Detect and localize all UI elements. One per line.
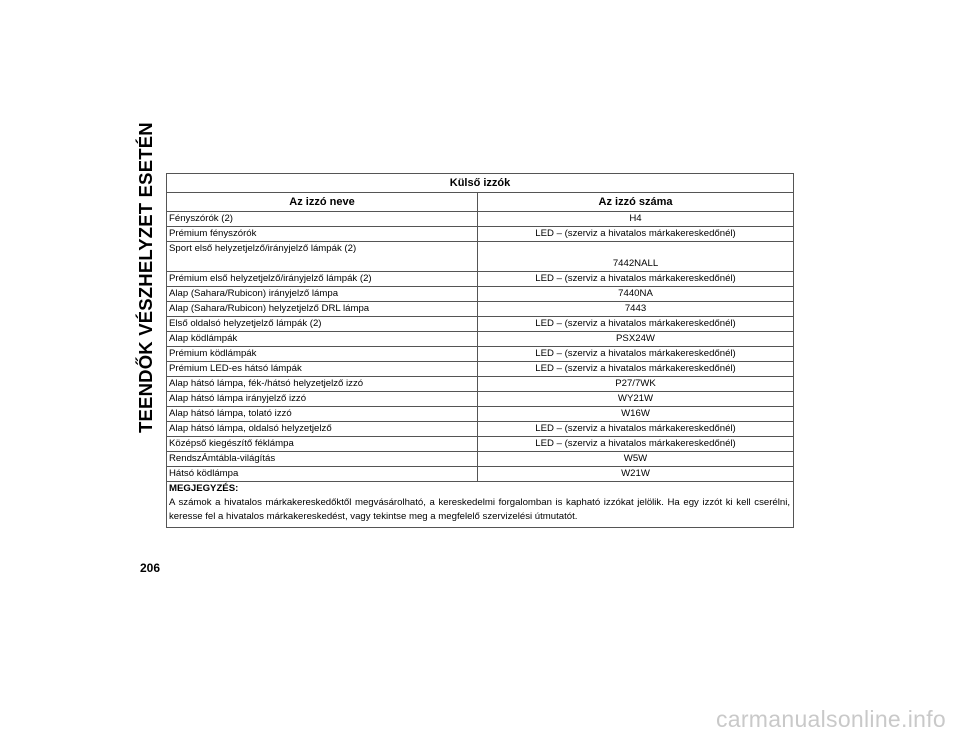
bulb-number-cell: LED – (szerviz a hivatalos márkakereskedőnél) xyxy=(478,362,794,377)
bulb-name-cell: Prémium fényszórók xyxy=(167,227,478,242)
table-row xyxy=(167,227,794,242)
table-row xyxy=(167,422,794,437)
note-row xyxy=(167,482,794,528)
section-side-title: TEENDŐK VÉSZHELYZET ESETÉN xyxy=(135,122,156,433)
table-row xyxy=(167,467,794,482)
note-title: MEGJEGYZÉS: xyxy=(169,483,239,494)
bulb-name-cell: Prémium első helyzetjelző/irányjelző lámpák (2) xyxy=(167,272,478,287)
bulb-name-cell: Első oldalsó helyzetjelző lámpák (2) xyxy=(167,317,478,332)
bulb-number-cell: H4 xyxy=(478,212,794,227)
table-row xyxy=(167,452,794,467)
table-row xyxy=(167,377,794,392)
bulb-name-cell: Prémium LED-es hátsó lámpák xyxy=(167,362,478,377)
table-row xyxy=(167,242,794,272)
table-row xyxy=(167,212,794,227)
bulb-name-cell: Alap ködlámpák xyxy=(167,332,478,347)
note-text: A számok a hivatalos márkakereskedőktől megvásárolható, a kereskedelmi forgalomban is kapható izzókat jelölik. Ha egy izzót ki kell cserélni, keresse fel a hivatalos márkakereskedést, vagy tekintse meg a megfelelő szervizelési útmutatót. xyxy=(169,497,791,522)
table-row xyxy=(167,407,794,422)
table-row xyxy=(167,332,794,347)
bulb-name-cell: Fényszórók (2) xyxy=(167,212,478,227)
bulb-number-cell: W21W xyxy=(478,467,794,482)
bulb-name-cell: Alap hátsó lámpa, oldalsó helyzetjelző xyxy=(167,422,478,437)
bulb-name-cell: Alap hátsó lámpa, fék-/hátsó helyzetjelző izzó xyxy=(167,377,478,392)
bulb-number-cell: LED – (szerviz a hivatalos márkakereskedőnél) xyxy=(478,317,794,332)
bulb-number-cell: WY21W xyxy=(478,392,794,407)
bulb-number-cell: W5W xyxy=(478,452,794,467)
column-header-bulb-name: Az izzó neve xyxy=(167,193,478,212)
bulb-name-cell: Alap hátsó lámpa irányjelző izzó xyxy=(167,392,478,407)
bulb-number-cell: W16W xyxy=(478,407,794,422)
table-row xyxy=(167,287,794,302)
page-number: 206 xyxy=(140,561,161,575)
bulb-number-cell: LED – (szerviz a hivatalos márkakereskedőnél) xyxy=(478,422,794,437)
bulb-name-cell: Alap (Sahara/Rubicon) helyzetjelző DRL lámpa xyxy=(167,302,478,317)
bulb-name-cell: Középső kiegészítő féklámpa xyxy=(167,437,478,452)
bulb-number-cell: 7440NA xyxy=(478,287,794,302)
bulb-name-cell: RendszÁmtábla-világítás xyxy=(167,452,478,467)
watermark: carmanualsonline.info xyxy=(715,706,946,732)
bulb-name-cell: Sport első helyzetjelző/irányjelző lámpák (2) xyxy=(167,242,478,272)
bulb-number-cell: 7442NALL xyxy=(478,242,794,272)
table-row xyxy=(167,392,794,407)
table-row xyxy=(167,362,794,377)
bulb-number-cell: PSX24W xyxy=(478,332,794,347)
bulb-number-cell: LED – (szerviz a hivatalos márkakereskedőnél) xyxy=(478,437,794,452)
bulb-name-cell: Hátsó ködlámpa xyxy=(167,467,478,482)
table-row xyxy=(167,302,794,317)
bulb-number-cell: P27/7WK xyxy=(478,377,794,392)
bulb-name-cell: Alap (Sahara/Rubicon) irányjelző lámpa xyxy=(167,287,478,302)
exterior-bulbs-table xyxy=(166,173,794,528)
note-cell xyxy=(167,482,794,528)
table-row xyxy=(167,317,794,332)
table-row xyxy=(167,437,794,452)
bulb-number-cell: LED – (szerviz a hivatalos márkakereskedőnél) xyxy=(478,227,794,242)
table-row xyxy=(167,272,794,287)
table-title: Külső izzók xyxy=(167,174,794,193)
bulb-number-cell: LED – (szerviz a hivatalos márkakereskedőnél) xyxy=(478,272,794,287)
bulb-name-cell: Prémium ködlámpák xyxy=(167,347,478,362)
bulb-number-cell: LED – (szerviz a hivatalos márkakereskedőnél) xyxy=(478,347,794,362)
column-header-bulb-number: Az izzó száma xyxy=(478,193,794,212)
bulb-number-cell: 7443 xyxy=(478,302,794,317)
bulb-name-cell: Alap hátsó lámpa, tolató izzó xyxy=(167,407,478,422)
table-row xyxy=(167,347,794,362)
